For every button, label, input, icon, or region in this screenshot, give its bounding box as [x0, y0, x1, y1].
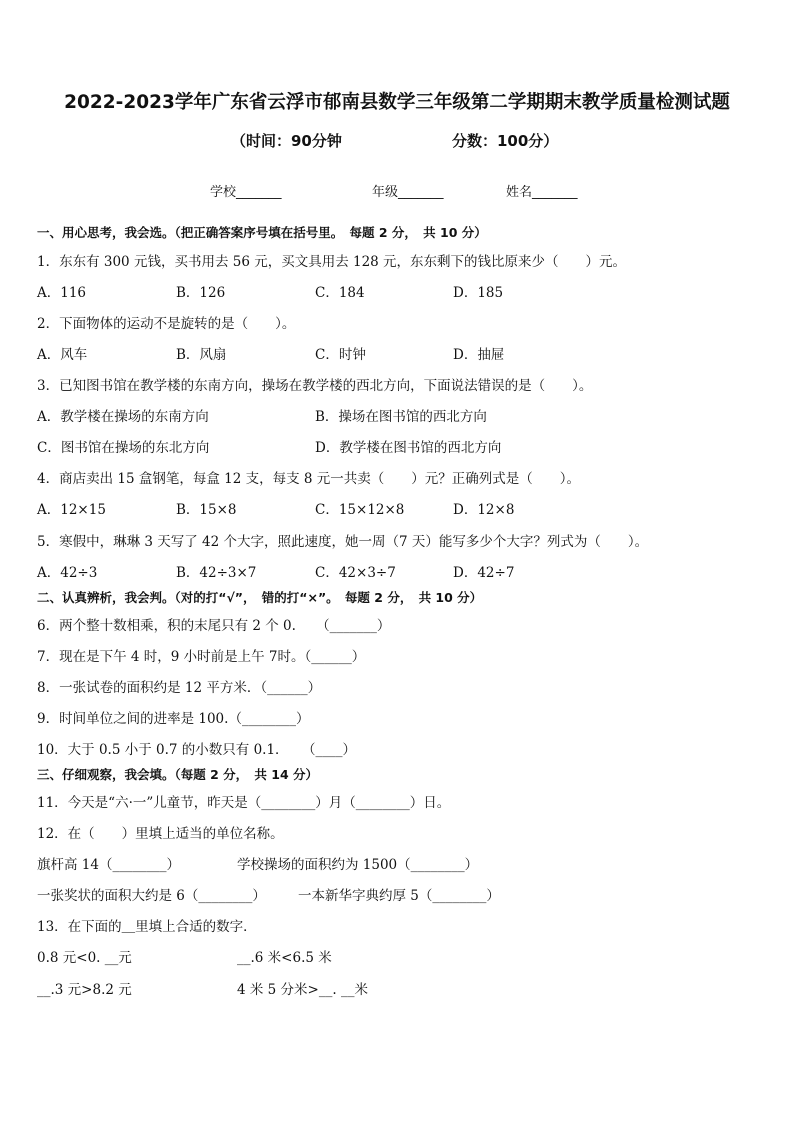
q4-option-a: A．12×15: [37, 502, 106, 518]
exam-score: 分数：100分）: [452, 132, 559, 150]
question-2: 2．下面物体的运动不是旋转的是（ ）。: [37, 316, 296, 332]
grade-field: 年级_______: [372, 185, 444, 200]
q1-option-a: A．116: [37, 285, 87, 301]
q5-option-c: C．42×3÷7: [315, 565, 396, 581]
q3-option-a: A．教学楼在操场的东南方向: [37, 409, 209, 425]
q5-option-a: A．42÷3: [37, 565, 98, 581]
question-10: 10．大于 0.5 小于 0.7 的小数只有 0.1． （____）: [37, 742, 357, 758]
section2-heading: 二、认真辨析，我会判。（对的打“√”， 错的打“×”。 每题 2 分， 共 10 分）: [37, 590, 483, 605]
name-field: 姓名_______: [506, 185, 578, 200]
q4-option-b: B．15×8: [176, 502, 237, 518]
question-4: 4．商店卖出 15 盒钢笔，每盒 12 支，每支 8 元一共卖（ ）元？正确列式是（ ）。: [37, 471, 581, 487]
question-9: 9．时间单位之间的进率是 100.（________）: [37, 711, 310, 727]
q5-option-b: B．42÷3×7: [176, 565, 257, 581]
question-13: 13．在下面的＿里填上合适的数字．: [37, 919, 257, 935]
question-12a: 旗杆高 14（________）: [37, 857, 180, 873]
q2-option-c: C．时钟: [315, 347, 366, 363]
question-3: 3．已知图书馆在教学楼的东南方向，操场在教学楼的西北方向，下面说法错误的是（ ）。: [37, 378, 593, 394]
q4-option-d: D．12×8: [453, 502, 515, 518]
q2-option-d: D．抽屉: [453, 347, 505, 363]
exam-time: （时间：90分钟: [231, 132, 342, 150]
question-11: 11．今天是“六·一”儿童节，昨天是（________）月（________）日。: [37, 795, 451, 811]
question-13c: __.3 元>8.2 元: [37, 982, 132, 998]
question-12b: 学校操场的面积约为 1500（________）: [237, 857, 479, 873]
q1-option-b: B．126: [176, 285, 226, 301]
q2-option-b: B．风扇: [176, 347, 227, 363]
question-13a: 0.8 元<0. __元: [37, 950, 132, 966]
q3-option-d: D．教学楼在图书馆的西北方向: [315, 440, 502, 456]
question-12d: 一本新华字典约厚 5（________）: [298, 888, 500, 904]
q3-option-c: C．图书馆在操场的东北方向: [37, 440, 210, 456]
q1-option-c: C．184: [315, 285, 365, 301]
question-7: 7．现在是下午 4 时，9 小时前是上午 7时。（______）: [37, 649, 366, 665]
q1-option-d: D．185: [453, 285, 504, 301]
question-1: 1．东东有 300 元钱，买书用去 56 元，买文具用去 128 元，东东剩下的钱比原来少（ ）元。: [37, 254, 627, 270]
q5-option-d: D．42÷7: [453, 565, 515, 581]
question-8: 8．一张试卷的面积约是 12 平方米．（______）: [37, 680, 322, 696]
question-13d: 4 米 5 分米>__. __米: [237, 982, 368, 998]
q2-option-a: A．风车: [37, 347, 88, 363]
question-5: 5．寒假中，琳琳 3 天写了 42 个大字，照此速度，她一周（7 天）能写多少个大字？列式为（ ）。: [37, 534, 649, 550]
page-title: 2022-2023学年广东省云浮市郁南县数学三年级第二学期期末教学质量检测试题: [64, 92, 730, 113]
question-12: 12．在（ ）里填上适当的单位名称。: [37, 826, 284, 842]
q4-option-c: C．15×12×8: [315, 502, 405, 518]
q3-option-b: B．操场在图书馆的西北方向: [315, 409, 487, 425]
school-field: 学校_______: [210, 185, 282, 200]
question-12c: 一张奖状的面积大约是 6（________）: [37, 888, 266, 904]
question-6: 6．两个整十数相乘，积的末尾只有 2 个 0. （_______）: [37, 618, 391, 634]
question-13b: __.6 米<6.5 米: [237, 950, 332, 966]
section1-heading: 一、用心思考，我会选。（把正确答案序号填在括号里。 每题 2 分， 共 10 分）: [37, 225, 487, 240]
section3-heading: 三、仔细观察，我会填。（每题 2 分， 共 14 分）: [37, 767, 319, 782]
